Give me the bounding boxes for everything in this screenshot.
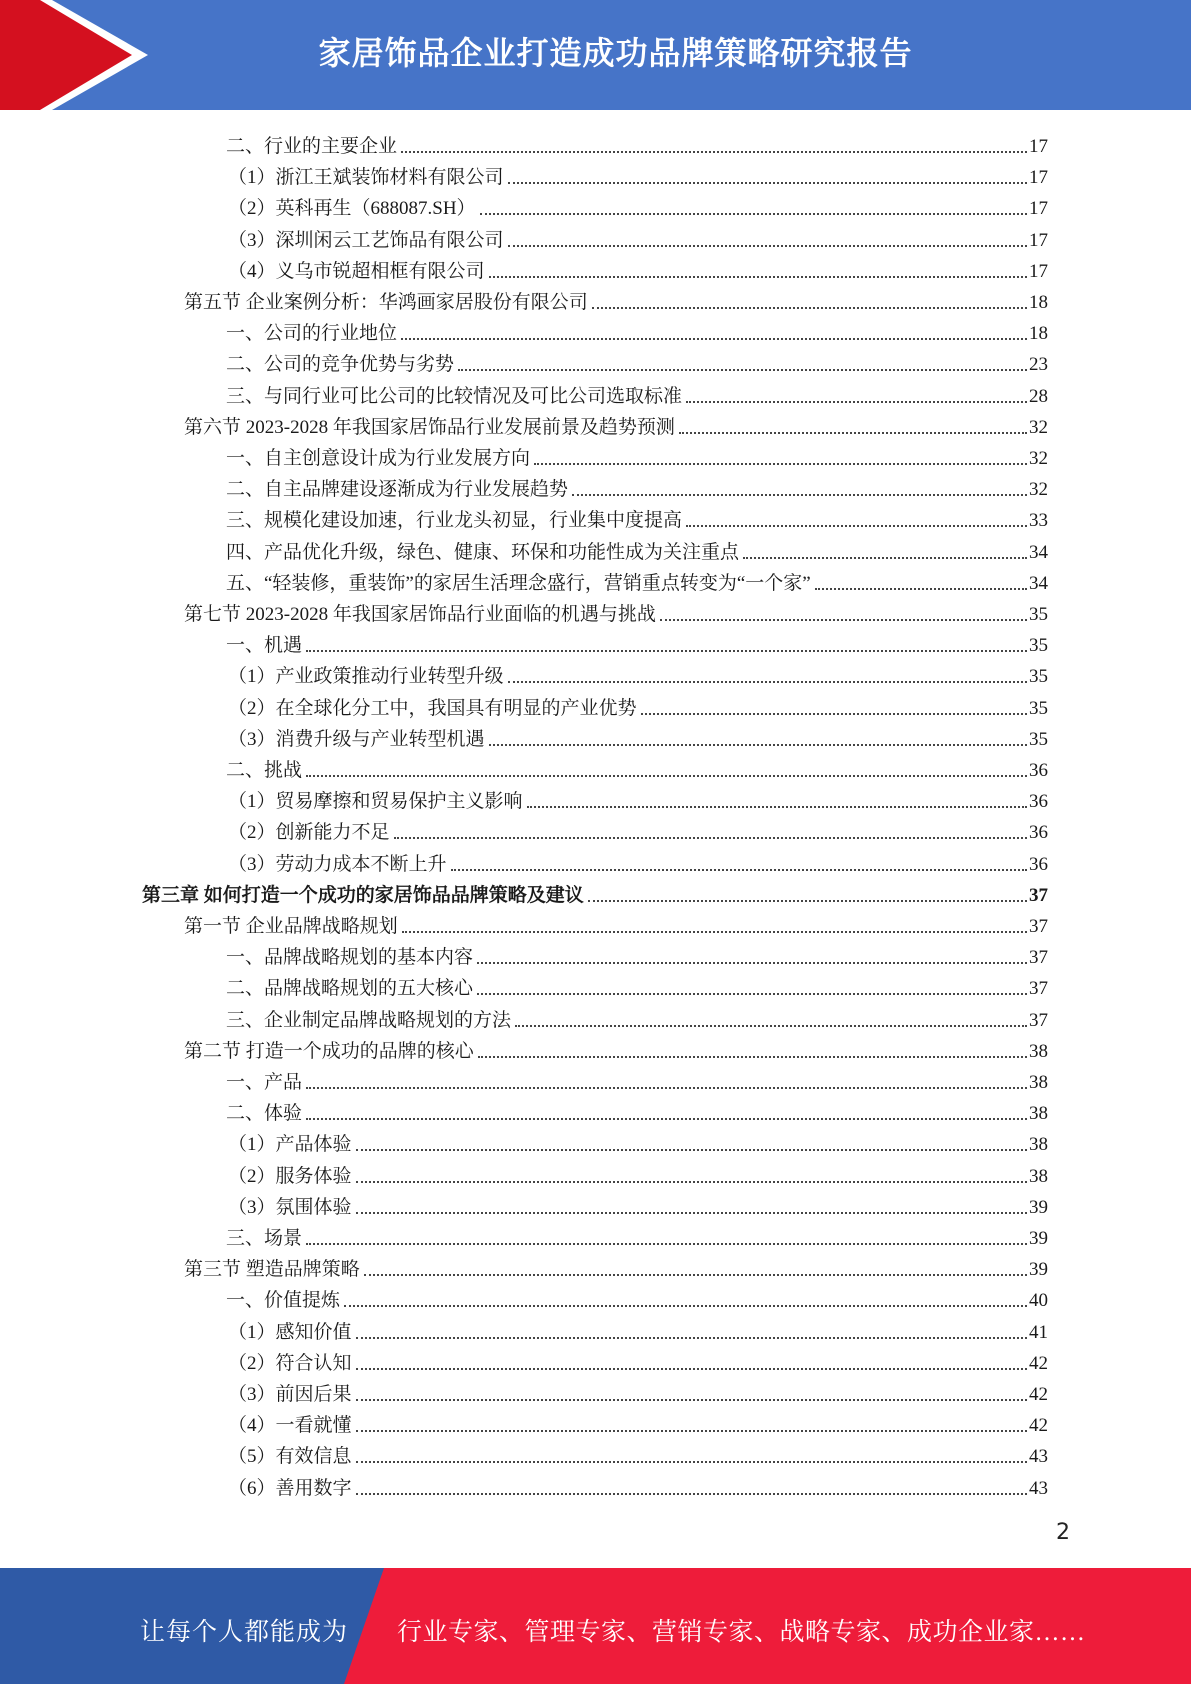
toc-entry-label: 一、价值提炼 [226, 1290, 341, 1312]
toc-entry[interactable] [0, 409, 1048, 440]
toc-entry[interactable] [0, 846, 1048, 877]
dot-leader [477, 993, 1027, 995]
toc-entry[interactable] [0, 1251, 1048, 1282]
toc-entry[interactable] [0, 1158, 1048, 1189]
toc-entry-label: 一、公司的行业地位 [226, 323, 398, 345]
toc-entry[interactable] [0, 159, 1048, 190]
toc-entry-label: 第三章 如何打造一个成功的家居饰品品牌策略及建议 [142, 884, 584, 906]
toc-entry-label: 第三节 塑造品牌策略 [184, 1259, 360, 1281]
toc-entry[interactable] [0, 627, 1048, 658]
toc-entry[interactable] [0, 970, 1048, 1001]
toc-entry[interactable] [0, 1126, 1048, 1157]
toc-entry-page: 39 [1029, 1259, 1048, 1281]
toc-entry[interactable] [0, 1376, 1048, 1407]
dot-leader [508, 245, 1027, 247]
dot-leader [815, 588, 1027, 590]
toc-entry-page: 37 [1029, 884, 1048, 906]
dot-leader [306, 650, 1027, 652]
toc-entry-label: （2）符合认知 [228, 1352, 352, 1374]
toc-entry-label: （6）善用数字 [228, 1477, 352, 1499]
toc-entry[interactable] [0, 814, 1048, 845]
toc-entry-page: 38 [1029, 1040, 1048, 1062]
toc-entry-page: 39 [1029, 1228, 1048, 1249]
toc-entry-page: 36 [1029, 853, 1048, 875]
toc-entry-page: 34 [1029, 572, 1048, 594]
red-chevron-icon [0, 0, 160, 110]
toc-entry[interactable] [0, 284, 1048, 315]
dot-leader [451, 869, 1027, 871]
dot-leader [686, 401, 1027, 403]
dot-leader [743, 557, 1027, 559]
toc-entry[interactable] [0, 346, 1048, 377]
toc-entry-page: 33 [1029, 510, 1048, 532]
toc-entry-page: 23 [1029, 354, 1048, 376]
toc-entry-page: 37 [1029, 947, 1048, 969]
dot-leader [534, 463, 1027, 465]
toc-entry-page: 37 [1029, 978, 1048, 1000]
toc-entry-label: 二、品牌战略规划的五大核心 [226, 978, 474, 1000]
toc-entry-label: 二、自主品牌建设逐渐成为行业发展趋势 [226, 479, 569, 501]
toc-entry-label: （4）一看就懂 [228, 1415, 352, 1437]
toc-entry-label: 二、挑战 [226, 760, 303, 781]
toc-entry-page: 17 [1029, 136, 1048, 157]
toc-entry-label: 第二节 打造一个成功的品牌的核心 [184, 1040, 474, 1062]
toc-entry-label: （2）在全球化分工中，我国具有明显的产业优势 [228, 697, 637, 719]
toc-entry-page: 32 [1029, 448, 1048, 469]
toc-entry-label: 三、与同行业可比公司的比较情况及可比公司选取标准 [226, 385, 683, 407]
toc-entry-label: （1）贸易摩擦和贸易保护主义影响 [228, 791, 523, 813]
toc-entry-page: 42 [1029, 1352, 1048, 1374]
dot-leader [478, 1056, 1027, 1058]
toc-entry-label: （1）产品体验 [228, 1134, 352, 1156]
dot-leader [306, 1118, 1027, 1120]
toc-entry[interactable] [0, 128, 1048, 159]
dot-leader [508, 681, 1027, 683]
toc-entry[interactable] [0, 939, 1048, 970]
toc-entry-label: 一、品牌战略规划的基本内容 [226, 947, 474, 969]
toc-entry-page: 39 [1029, 1196, 1048, 1218]
toc-entry-page: 42 [1029, 1415, 1048, 1437]
toc-entry-page: 36 [1029, 791, 1048, 813]
toc-entry-page: 32 [1029, 416, 1048, 438]
toc-entry-page: 34 [1029, 541, 1048, 563]
toc-entry-page: 35 [1029, 666, 1048, 688]
dot-leader [641, 713, 1027, 715]
toc-entry-label: 二、行业的主要企业 [226, 136, 398, 157]
dot-leader [356, 1430, 1027, 1432]
toc-entry-page: 35 [1029, 604, 1048, 625]
toc-entry-label: 五、“轻装修，重装饰”的家居生活理念盛行，营销重点转变为“一个家” [226, 572, 811, 594]
toc-entry-page: 42 [1029, 1384, 1048, 1405]
toc-entry[interactable] [0, 315, 1048, 346]
toc-entry-page: 35 [1029, 728, 1048, 750]
toc-entry-label: （3）消费升级与产业转型机遇 [228, 728, 485, 750]
toc-entry[interactable] [0, 1407, 1048, 1438]
toc-entry-page: 36 [1029, 822, 1048, 844]
toc-entry-label: （2）英科再生（688087.SH） [228, 198, 476, 220]
toc-entry[interactable] [0, 440, 1048, 471]
toc-entry-label: （4）义乌市锐超相框有限公司 [228, 260, 485, 282]
toc-entry-label: （2）服务体验 [228, 1165, 352, 1187]
toc-entry-label: （3）深圳闲云工艺饰品有限公司 [228, 229, 504, 251]
toc-entry-page: 18 [1029, 292, 1048, 313]
toc-entry-label: （1）浙江王斌装饰材料有限公司 [228, 167, 504, 189]
toc-entry[interactable] [0, 1033, 1048, 1064]
toc-entry-label: 二、公司的竞争优势与劣势 [226, 354, 455, 376]
dot-leader [356, 1149, 1027, 1151]
toc-entry[interactable] [0, 1189, 1048, 1220]
toc-entry-label: （5）有效信息 [228, 1446, 352, 1468]
toc-entry-page: 40 [1029, 1290, 1048, 1312]
toc-entry[interactable] [0, 253, 1048, 284]
dot-leader [356, 1181, 1027, 1183]
toc-entry-page: 17 [1029, 167, 1048, 189]
dot-leader [394, 837, 1027, 839]
toc-entry[interactable] [0, 1438, 1048, 1469]
toc-entry-label: 三、场景 [226, 1228, 303, 1249]
dot-leader [489, 744, 1027, 746]
dot-leader [508, 182, 1027, 184]
toc-entry-label: 一、自主创意设计成为行业发展方向 [226, 448, 531, 469]
toc-entry[interactable] [0, 783, 1048, 814]
toc-entry-page: 17 [1029, 260, 1048, 282]
toc-entry-label: 一、产品 [226, 1072, 303, 1093]
toc-entry-page: 28 [1029, 385, 1048, 407]
dot-leader [401, 338, 1027, 340]
dot-leader [588, 900, 1027, 902]
page-number: 2 [1056, 1520, 1070, 1545]
toc-entry-label: 第一节 企业品牌战略规划 [184, 916, 398, 937]
dot-leader [679, 432, 1027, 434]
toc-entry[interactable] [0, 1220, 1048, 1251]
toc-entry-label: （3）劳动力成本不断上升 [228, 853, 447, 875]
dot-leader [402, 931, 1027, 933]
toc-entry-page: 43 [1029, 1446, 1048, 1468]
toc-entry[interactable] [0, 1470, 1048, 1501]
toc-entry-page: 37 [1029, 916, 1048, 937]
dot-leader [344, 1305, 1027, 1307]
toc-entry-page: 35 [1029, 635, 1048, 657]
toc-entry-page: 41 [1029, 1321, 1048, 1343]
toc-entry-page: 37 [1029, 1009, 1048, 1031]
toc-entry-page: 43 [1029, 1477, 1048, 1499]
dot-leader [686, 525, 1027, 527]
toc-entry-label: 第六节 2023-2028 年我国家居饰品行业发展前景及趋势预测 [184, 416, 675, 438]
toc-entry-page: 38 [1029, 1134, 1048, 1156]
toc-entry[interactable] [0, 565, 1048, 596]
toc-entry-page: 17 [1029, 229, 1048, 251]
toc-entry-label: （1）产业政策推动行业转型升级 [228, 666, 504, 688]
dot-leader [480, 213, 1027, 215]
toc-entry-label: 三、规模化建设加速，行业龙头初显，行业集中度提高 [226, 510, 683, 532]
toc-entry-label: 第五节 企业案例分析：华鸿画家居股份有限公司 [184, 292, 588, 313]
dot-leader [401, 151, 1027, 153]
dot-leader [364, 1274, 1027, 1276]
toc-entry[interactable] [0, 690, 1048, 721]
toc-entry[interactable] [0, 908, 1048, 939]
dot-leader [572, 494, 1027, 496]
dot-leader [356, 1461, 1027, 1463]
toc-entry-label: （2）创新能力不足 [228, 822, 390, 844]
toc-entry[interactable] [0, 721, 1048, 752]
toc-entry-page: 38 [1029, 1165, 1048, 1187]
dot-leader [527, 806, 1027, 808]
toc-entry-label: 二、体验 [226, 1103, 303, 1125]
toc-entry-label: （3）氛围体验 [228, 1196, 352, 1218]
footer-slogan-right: 行业专家、管理专家、营销专家、战略专家、成功企业家…… [397, 1619, 1086, 1646]
toc-entry[interactable] [0, 1282, 1048, 1313]
toc-entry[interactable] [0, 502, 1048, 533]
toc-entry[interactable] [0, 596, 1048, 627]
toc-entry[interactable] [0, 1002, 1048, 1033]
dot-leader [489, 276, 1027, 278]
dot-leader [306, 775, 1027, 777]
toc-entry-page: 35 [1029, 697, 1048, 719]
dot-leader [458, 369, 1027, 371]
toc-entry[interactable] [0, 658, 1048, 689]
toc-entry[interactable] [0, 378, 1048, 409]
dot-leader [356, 1337, 1027, 1339]
toc-entry-page: 18 [1029, 323, 1048, 345]
toc-entry[interactable] [0, 1314, 1048, 1345]
toc-entry-page: 38 [1029, 1103, 1048, 1125]
dot-leader [306, 1087, 1027, 1089]
dot-leader [356, 1212, 1027, 1214]
toc-entry[interactable] [0, 1064, 1048, 1095]
toc-entry-page: 17 [1029, 198, 1048, 220]
dot-leader [477, 962, 1027, 964]
toc-entry[interactable] [0, 1095, 1048, 1126]
toc-entry[interactable] [0, 190, 1048, 221]
toc-entry-label: 第七节 2023-2028 年我国家居饰品行业面临的机遇与挑战 [184, 604, 656, 625]
toc-entry-page: 38 [1029, 1072, 1048, 1093]
toc-entry-label: 四、产品优化升级，绿色、健康、环保和功能性成为关注重点 [226, 541, 740, 563]
toc-entry[interactable] [0, 1345, 1048, 1376]
page-footer [0, 1568, 1191, 1684]
page-header [0, 0, 1191, 110]
toc-entry[interactable] [0, 222, 1048, 253]
toc-entry-label: （3）前因后果 [228, 1384, 352, 1405]
toc-entry[interactable] [0, 534, 1048, 565]
dot-leader [306, 1243, 1027, 1245]
dot-leader [660, 619, 1027, 621]
dot-leader [515, 1025, 1027, 1027]
footer-slogan-left: 让每个人都能成为 [140, 1619, 349, 1646]
toc-entry[interactable] [0, 877, 1048, 908]
dot-leader [356, 1368, 1027, 1370]
toc-entry[interactable] [0, 752, 1048, 783]
dot-leader [356, 1399, 1027, 1401]
toc-entry[interactable] [0, 471, 1048, 502]
dot-leader [592, 307, 1027, 309]
toc-entry-label: （1）感知价值 [228, 1321, 352, 1343]
toc-entry-page: 36 [1029, 760, 1048, 781]
toc-entry-label: 一、机遇 [226, 635, 303, 657]
dot-leader [356, 1493, 1027, 1495]
toc-entry-page: 32 [1029, 479, 1048, 501]
toc-entry-label: 三、企业制定品牌战略规划的方法 [226, 1009, 512, 1031]
report-title: 家居饰品企业打造成功品牌策略研究报告 [318, 34, 913, 72]
